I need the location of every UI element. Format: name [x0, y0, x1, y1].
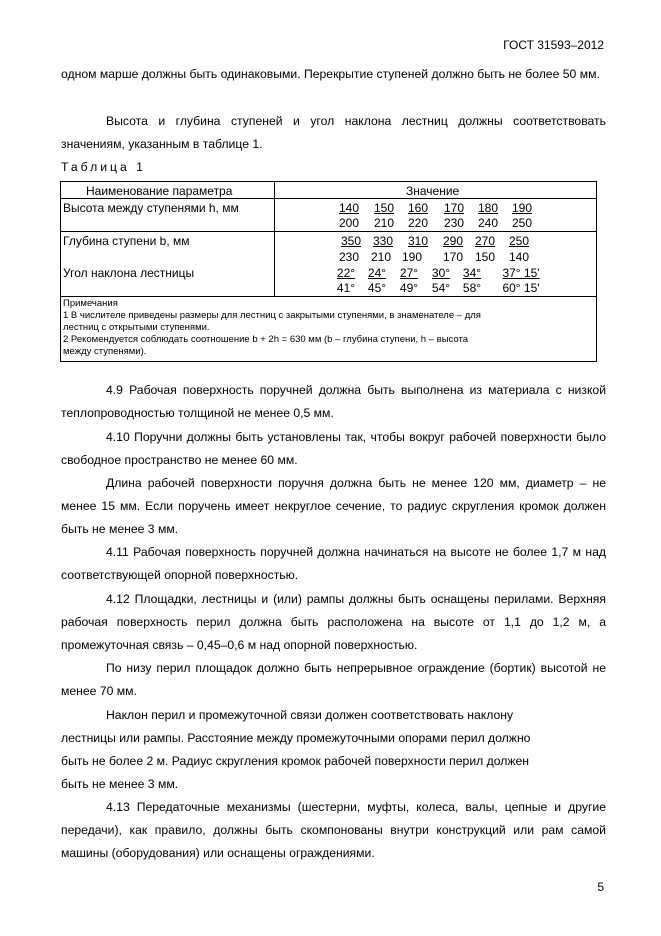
section-4-12: 4.12 Площадки, лестницы и (или) рампы должны быть оснащены перилами. Верхняя рабочая поверхность перил должна быть расположена на высоте от 1,1 до 1,2 м, а промежуточная связь – 0,45–0,6 м над опорной поверхностью.	[61, 592, 606, 652]
col-header-parameter: Наименование параметра	[86, 184, 233, 198]
note-1: 1 В числителе приведены размеры для лестниц с закрытыми ступенями, в знаменателе – для	[63, 310, 481, 321]
row-name-height: Высота между ступенями h, мм	[63, 201, 239, 215]
page-number: 5	[597, 880, 604, 894]
section-4-10-cont: Длина рабочей поверхности поручня должна быть не менее 120 мм, диаметр – не менее 15 мм. Если поручень имеет некруглое сечение, то радиус скругления кромок должен быть не менее 3 мм.	[61, 476, 606, 536]
section-4-11: 4.11 Рабочая поверхность поручней должна начинаться на высоте не более 1,7 м над соответствующей опорной поверхностью.	[61, 545, 606, 582]
value-cell: 24°	[367, 266, 387, 280]
value-cell: 290	[442, 234, 464, 248]
value-cell: 210	[373, 216, 395, 230]
paragraph-continuation: одном марше должны быть одинаковыми. Перекрытие ступеней должно быть не более 50 мм.	[61, 67, 600, 81]
value-cell: 160	[407, 201, 429, 215]
value-cell: 250	[508, 234, 530, 248]
value-cell: 310	[407, 234, 429, 248]
section-4-12-rails-line1: Наклон перил и промежуточной связи должен соответствовать наклону	[106, 708, 514, 722]
value-cell: 45°	[367, 281, 387, 295]
value-cell: 220	[407, 216, 429, 230]
value-cell: 230	[443, 216, 465, 230]
notes-title: Примечания	[63, 298, 118, 309]
value-cell: 170	[442, 250, 464, 264]
value-cell: 150	[474, 250, 496, 264]
value-cell: 350	[340, 234, 362, 248]
col-header-value: Значение	[406, 184, 460, 198]
value-cell: 190	[511, 201, 533, 215]
value-cell: 22°	[336, 266, 356, 280]
value-cell: 41°	[336, 281, 356, 295]
section-4-12-rails-line4: быть не менее 3 мм.	[61, 777, 179, 791]
note-2: 2 Рекомендуется соблюдать соотношение b + 2h = 630 мм (b – глубина ступени, h – высота	[63, 334, 468, 345]
value-cell: 200	[338, 216, 360, 230]
value-cell: 180	[477, 201, 499, 215]
section-4-12-cont: По низу перил площадок должно быть непрерывное ограждение (бортик) высотой не менее 70 мм.	[61, 661, 606, 698]
value-cell: 240	[477, 216, 499, 230]
paragraph-table-reference: Высота и глубина ступеней и угол наклона лестниц должны соответствовать значениям, указанным в таблице 1.	[61, 114, 606, 151]
value-cell: 54°	[431, 281, 451, 295]
value-cell: 140	[338, 201, 360, 215]
value-cell: 30°	[431, 266, 451, 280]
section-4-10: 4.10 Поручни должны быть установлены так, чтобы вокруг рабочей поверхности было свободное пространство не менее 60 мм.	[61, 430, 606, 467]
value-cell: 170	[443, 201, 465, 215]
value-cell: 270	[474, 234, 496, 248]
section-4-9: 4.9 Рабочая поверхность поручней должна быть выполнена из материала с низкой теплопроводностью толщиной не менее 0,5 мм.	[61, 383, 606, 420]
section-4-13: 4.13 Передаточные механизмы (шестерни, муфты, колеса, валы, цепные и другие передачи), как правило, должны быть скомпонованы внутри конструкций или рам самой машины (оборудования) или оснащены ограждениями.	[61, 800, 606, 860]
value-cell: 140	[508, 250, 530, 264]
section-4-12-rails-line3: быть не более 2 м. Радиус скругления кромок рабочей поверхности перил должен	[61, 754, 530, 768]
value-cell: 330	[372, 234, 394, 248]
document-number: ГОСТ 31593–2012	[503, 38, 604, 52]
section-4-12-rails-line2: лестницы или рампы. Расстояние между промежуточными опорами перил должно	[61, 731, 531, 745]
value-cell: 250	[511, 216, 533, 230]
value-cell: 190	[401, 250, 423, 264]
value-cell: 150	[373, 201, 395, 215]
row-name-depth: Глубина ступени b, мм	[63, 234, 190, 248]
note-1-cont: лестниц с открытыми ступенями.	[63, 322, 210, 333]
value-cell: 230	[338, 250, 360, 264]
note-2-cont: между ступенями).	[63, 346, 147, 357]
value-cell: 58°	[462, 281, 482, 295]
value-cell: 27°	[399, 266, 419, 280]
value-cell: 34°	[462, 266, 482, 280]
value-cell: 60° 15'	[502, 281, 540, 295]
row-name-angle: Угол наклона лестницы	[63, 266, 195, 280]
table-1	[60, 181, 597, 362]
value-cell: 210	[370, 250, 392, 264]
value-cell: 37° 15'	[502, 266, 540, 280]
value-cell: 49°	[399, 281, 419, 295]
table-caption: Таблица 1	[61, 160, 146, 174]
